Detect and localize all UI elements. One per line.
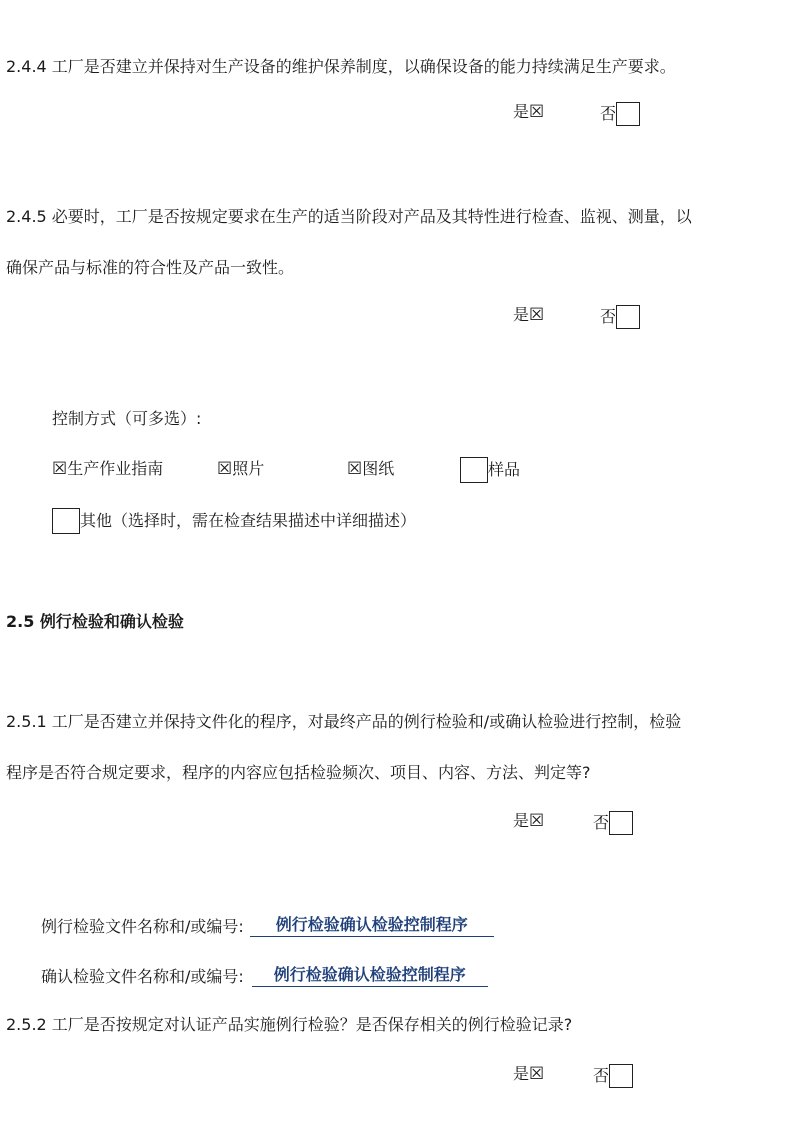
question-2-4-4: 2.4.4 工厂是否建立并保持对生产设备的维护保养制度，以确保设备的能力持续满足生产要求。 — [6, 57, 676, 76]
yes-checkbox-checked[interactable]: ☒ — [529, 305, 545, 325]
no-checkbox[interactable] — [616, 305, 640, 329]
question-2-4-5-line1: 2.4.5 必要时，工厂是否按规定要求在生产的适当阶段对产品及其特性进行检查、监视、测量，以 — [6, 207, 692, 226]
routine-doc-value[interactable]: 例行检验确认检验控制程序 — [250, 915, 494, 937]
yes-label: 是 — [513, 811, 530, 830]
no-option-2-5-1 — [593, 811, 633, 835]
no-label: 否 — [600, 307, 617, 326]
yes-no-2-4-4 — [513, 102, 544, 122]
option-label: 生产作业指南 — [67, 459, 164, 478]
question-2-5-1-line2: 程序是否符合规定要求，程序的内容应包括检验频次、项目、内容、方法、判定等? — [6, 763, 591, 782]
question-2-5-2: 2.5.2 工厂是否按规定对认证产品实施例行检验？是否保存相关的例行检验记录? — [6, 1015, 573, 1034]
no-option-2-4-5 — [600, 305, 640, 329]
checkbox[interactable] — [460, 457, 488, 483]
yes-no-2-4-5 — [513, 305, 544, 325]
routine-doc-label: 例行检验文件名称和/或编号: — [41, 917, 244, 936]
yes-label: 是 — [513, 1064, 530, 1083]
no-label: 否 — [600, 104, 617, 123]
checkbox-checked[interactable]: ☒ — [52, 459, 68, 479]
yes-no-2-5-2 — [513, 1064, 544, 1084]
yes-checkbox-checked[interactable]: ☒ — [529, 102, 545, 122]
question-2-5-1-line1: 2.5.1 工厂是否建立并保持文件化的程序，对最终产品的例行检验和/或确认检验进行控制，检验 — [6, 712, 682, 731]
section-heading-2-5: 2.5 例行检验和确认检验 — [6, 612, 184, 631]
option-drawing[interactable] — [347, 459, 394, 479]
option-label: 照片 — [232, 459, 265, 478]
yes-no-2-5-1 — [513, 811, 544, 831]
checkbox-checked[interactable]: ☒ — [217, 459, 233, 479]
no-label: 否 — [593, 1066, 610, 1085]
yes-label: 是 — [513, 102, 530, 121]
confirm-doc-field — [41, 965, 488, 987]
checkbox[interactable] — [52, 508, 80, 534]
option-label: 图纸 — [362, 459, 395, 478]
no-option-2-4-4 — [600, 102, 640, 126]
no-label: 否 — [593, 813, 610, 832]
yes-checkbox-checked[interactable]: ☒ — [529, 811, 545, 831]
option-sample[interactable] — [460, 457, 520, 483]
yes-checkbox-checked[interactable]: ☒ — [529, 1064, 545, 1084]
checkbox-checked[interactable]: ☒ — [347, 459, 363, 479]
no-checkbox[interactable] — [609, 1064, 633, 1088]
no-checkbox[interactable] — [616, 102, 640, 126]
option-other[interactable] — [52, 508, 416, 534]
option-photo[interactable] — [217, 459, 264, 479]
no-checkbox[interactable] — [609, 811, 633, 835]
control-method-title: 控制方式（可多选）: — [52, 409, 202, 428]
yes-label: 是 — [513, 305, 530, 324]
option-label: 其他（选择时，需在检查结果描述中详细描述） — [80, 511, 417, 530]
question-2-4-5-line2: 确保产品与标准的符合性及产品一致性。 — [6, 258, 295, 277]
option-production-guide[interactable] — [52, 459, 163, 479]
no-option-2-5-2 — [593, 1064, 633, 1088]
routine-doc-field — [41, 915, 494, 937]
confirm-doc-label: 确认检验文件名称和/或编号: — [41, 967, 244, 986]
option-label: 样品 — [488, 460, 521, 479]
confirm-doc-value[interactable]: 例行检验确认检验控制程序 — [252, 965, 488, 987]
